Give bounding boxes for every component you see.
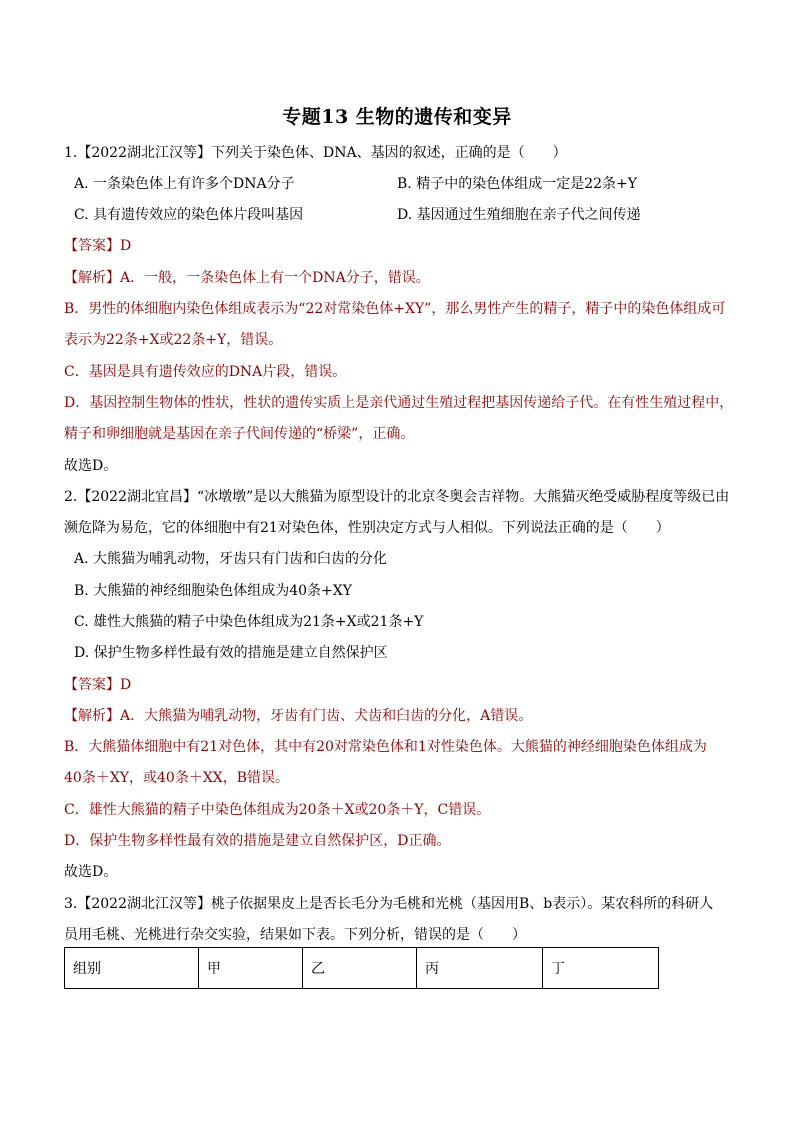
- q1-explanation-line: C．基因是具有遗传效应的DNA片段，错误。: [64, 364, 347, 380]
- table-header-row: [65, 948, 659, 989]
- q2-stem: 濒危降为易危，它的体细胞中有21对染色体，性别决定方式与人相似。下列说法正确的是（ ）: [64, 520, 670, 536]
- q1-explanation-line: 精子和卵细胞就是基因在亲子代间传递的“桥梁”，正确。: [64, 426, 415, 442]
- q2-option-d: D. 保护生物多样性最有效的措施是建立自然保护区: [74, 645, 388, 661]
- page-title: 专题13 生物的遗传和变异: [282, 106, 512, 128]
- q1-option-d: D. 基因通过生殖细胞在亲子代之间传递: [397, 207, 641, 223]
- q1-stem: 1.【2022湖北江汉等】下列关于染色体、DNA、基因的叙述，正确的是（ ）: [64, 145, 567, 161]
- q1-explanation-line: B．男性的体细胞内染色体组成表示为“22对常染色体+XY”，那么男性产生的精子，精子中的染色体组成可: [64, 301, 726, 317]
- q1-option-a: A. 一条染色体上有许多个DNA分子: [74, 176, 295, 192]
- q1-explanation-line: 表示为22条+X或22条+Y，错误。: [64, 332, 283, 348]
- q3-table: [64, 947, 659, 989]
- q2-explanation-line: 【解析】A．大熊猫为哺乳动物，牙齿有门齿、犬齿和臼齿的分化，A错误。: [64, 708, 533, 724]
- q3-stem: 3.【2022湖北江汉等】桃子依据果皮上是否长毛分为毛桃和光桃（基因用B、b表示）。某农科所的科研人: [64, 896, 714, 912]
- q2-explanation-line: 40条＋XY，或40条＋XX，B错误。: [64, 770, 290, 786]
- table-header-cell: 乙: [303, 948, 417, 989]
- q2-explanation-line: C．雄性大熊猫的精子中染色体组成为20条＋X或20条＋Y，C错误。: [64, 802, 491, 818]
- q1-explanation-line: 【解析】A．一般，一条染色体上有一个DNA分子，错误。: [64, 270, 430, 286]
- q1-option-b: B. 精子中的染色体组成一定是22条+Y: [397, 176, 637, 192]
- q1-explanation-line: D．基因控制生物体的性状，性状的遗传实质上是亲代通过生殖过程把基因传递给子代。在有性生殖过程中，: [64, 395, 734, 411]
- q3-stem: 员用毛桃、光桃进行杂交实验，结果如下表。下列分析，错误的是（ ）: [64, 927, 526, 943]
- q2-explanation-line: D．保护生物多样性最有效的措施是建立自然保护区，D正确。: [64, 833, 451, 849]
- table-header-cell: 丁: [543, 948, 659, 989]
- table-header-cell: 组别: [65, 948, 199, 989]
- table-header-cell: 甲: [199, 948, 303, 989]
- q2-option-c: C. 雄性大熊猫的精子中染色体组成为21条+X或21条+Y: [74, 614, 424, 630]
- q1-answer: 【答案】D: [64, 238, 132, 254]
- q2-answer: 【答案】D: [64, 677, 132, 693]
- q1-choose: 故选D。: [64, 458, 118, 474]
- q2-stem: 2.【2022湖北宜昌】“冰墩墩”是以大熊猫为原型设计的北京冬奥会吉祥物。大熊猫灭绝受威胁程度等级已由: [64, 489, 730, 505]
- table-header-cell: 丙: [417, 948, 543, 989]
- q2-option-b: B. 大熊猫的神经细胞染色体组成为40条+XY: [74, 583, 352, 599]
- q1-option-c: C. 具有遗传效应的染色体片段叫基因: [74, 207, 304, 223]
- q2-choose: 故选D。: [64, 864, 118, 880]
- q2-explanation-line: B．大熊猫体细胞中有21对色体，其中有20对常染色体和1对性染色体。大熊猫的神经细胞染色体组成为: [64, 739, 707, 755]
- q2-option-a: A. 大熊猫为哺乳动物，牙齿只有门齿和臼齿的分化: [74, 551, 388, 567]
